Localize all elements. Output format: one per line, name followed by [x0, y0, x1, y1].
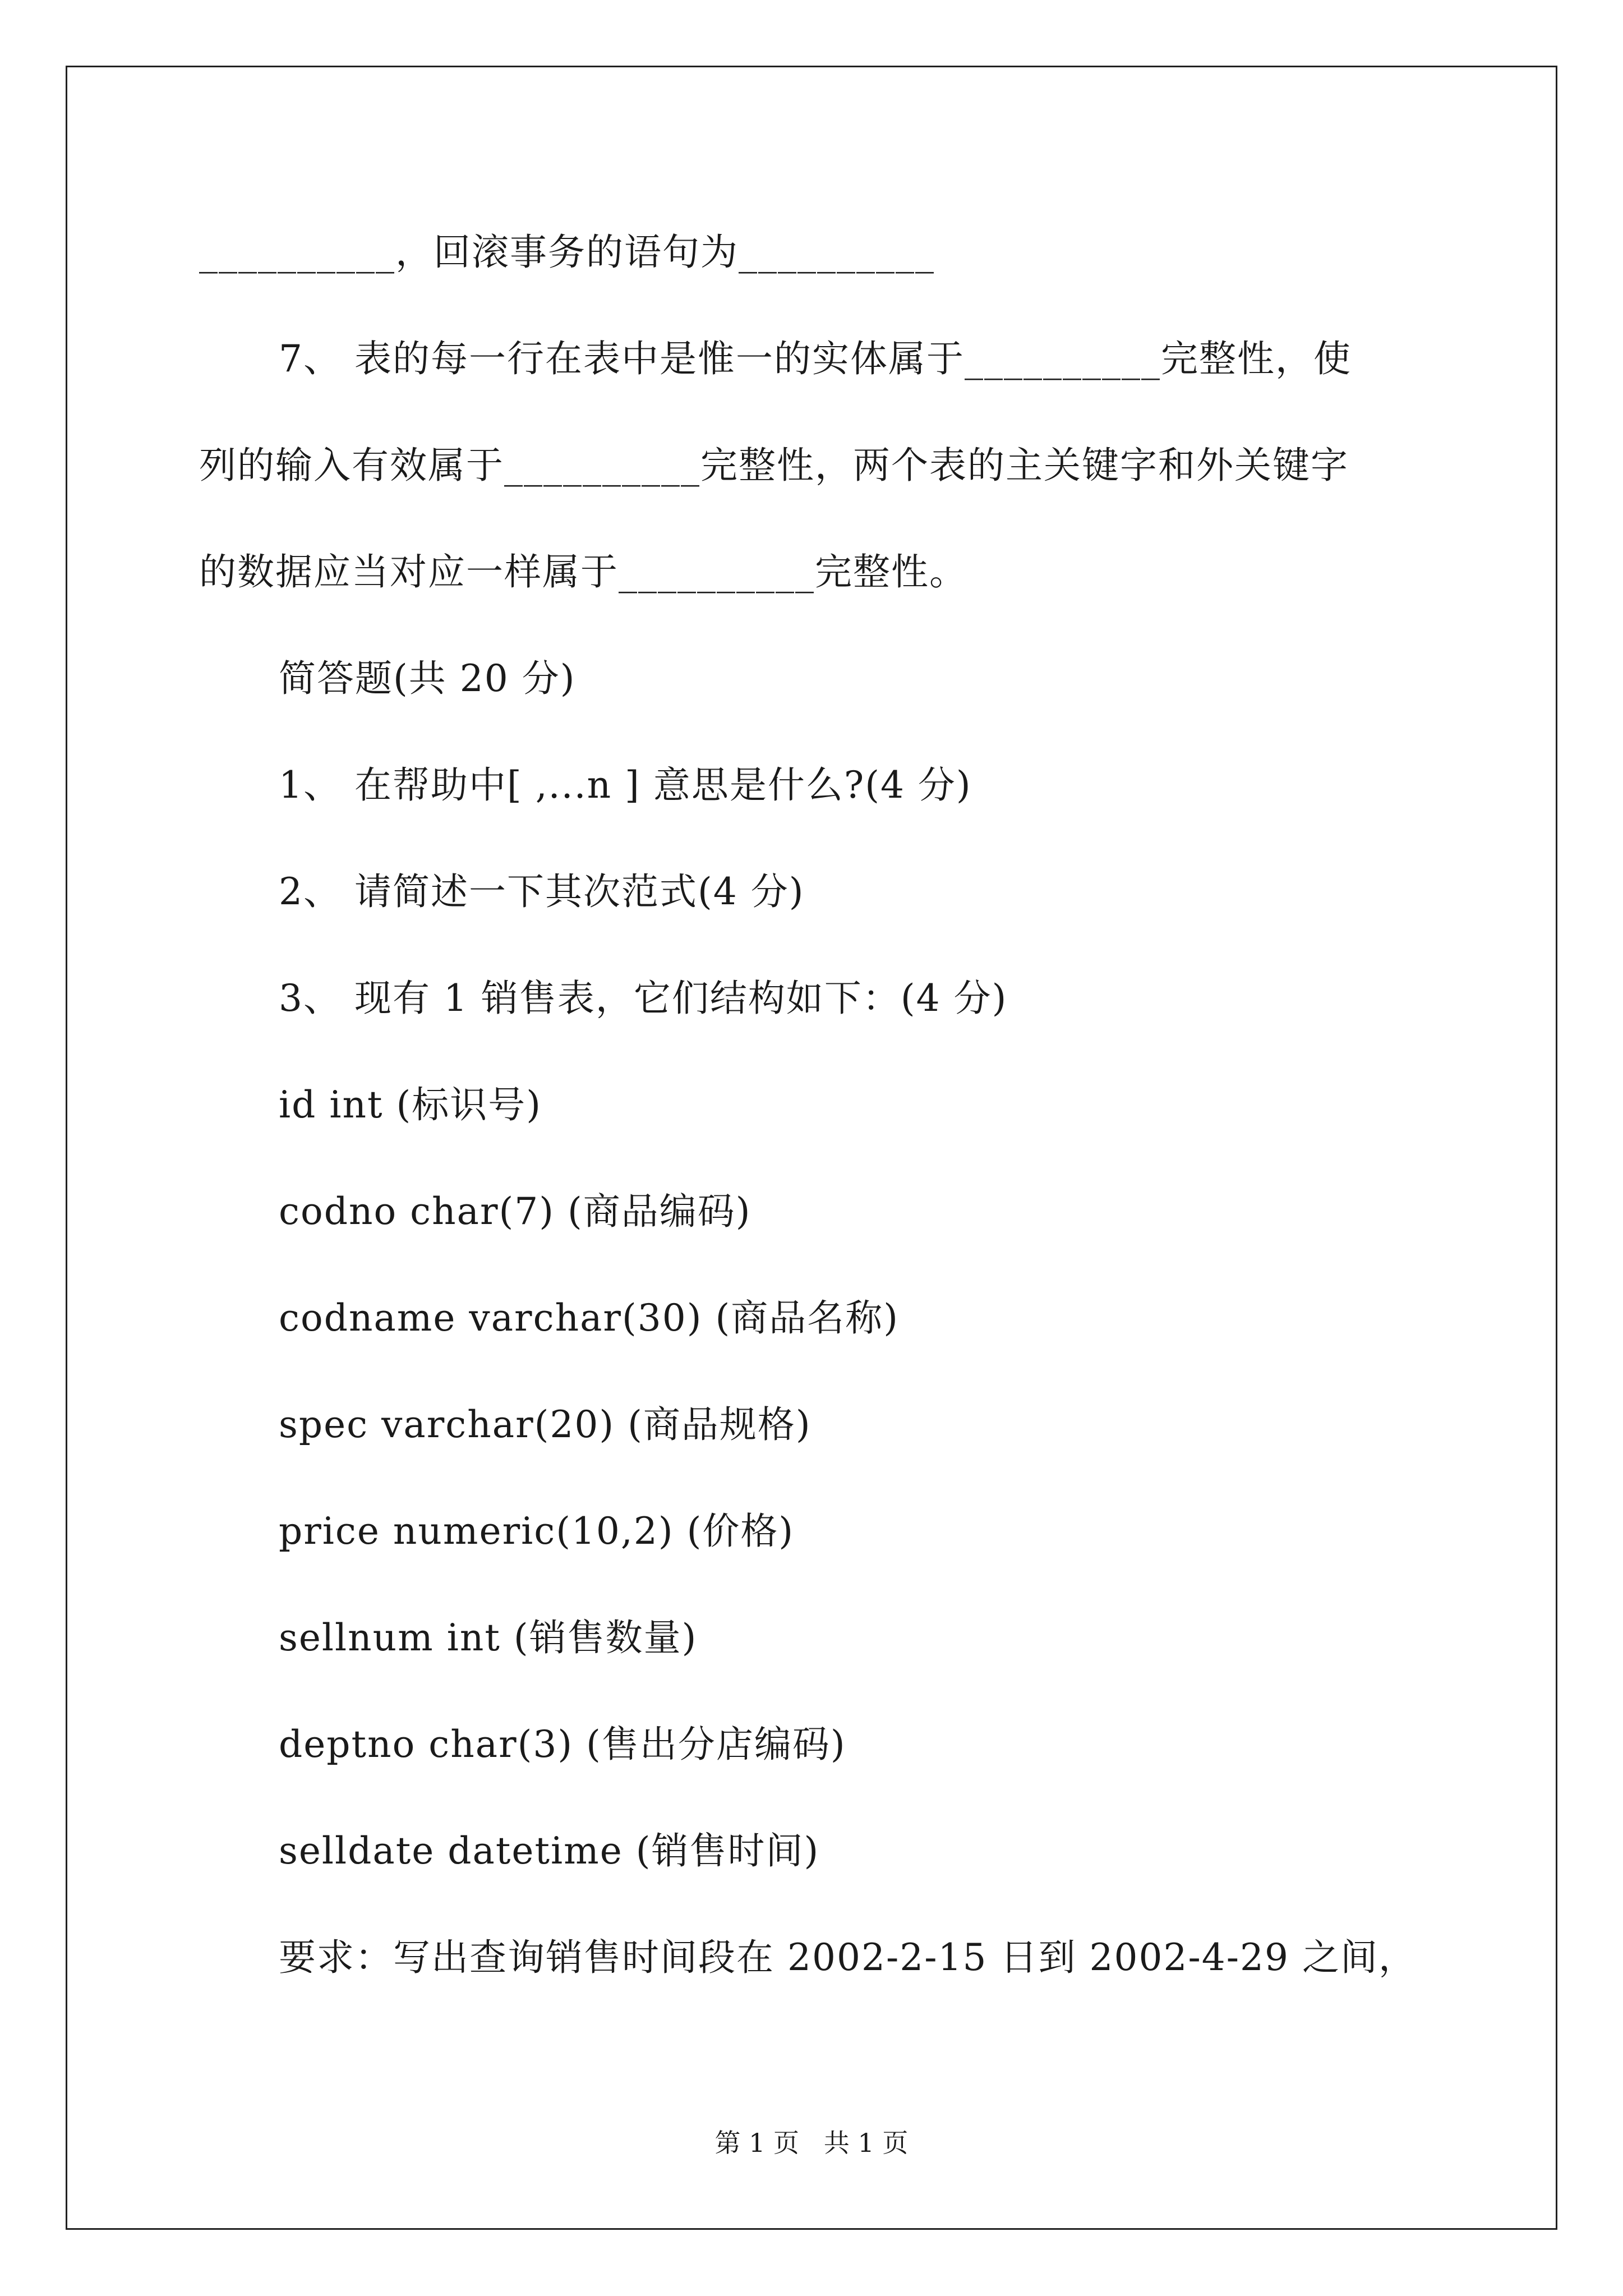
text-line-sa-q2: 2、 请简述一下其次范式(4 分): [279, 870, 805, 913]
text-line-sa-q3: 3、 现有 1 销售表，它们结构如下：(4 分): [279, 977, 1008, 1020]
field-line-codno: codno char(7) (商品编码): [279, 1190, 751, 1233]
text-line-q7: 7、 表的每一行在表中是惟一的实体属于__________完整性，使: [279, 337, 1352, 380]
page-footer: 第 1 页 共 1 页: [714, 2128, 909, 2158]
text-line-q7-cont-2: 的数据应当对应一样属于__________完整性。: [199, 550, 967, 593]
section-heading-short-answer: 简答题(共 20 分): [279, 657, 576, 700]
text-line-q7-cont-1: 列的输入有效属于__________完整性，两个表的主关键字和外关键字: [199, 444, 1349, 487]
text-line-requirement: 要求：写出查询销售时间段在 2002-2-15 日到 2002-4-29 之间，: [279, 1936, 1417, 1979]
field-line-spec: spec varchar(20) (商品规格): [279, 1403, 811, 1446]
text-line-sa-q1: 1、 在帮助中[ ,...n ] 意思是什么?(4 分): [279, 763, 972, 807]
field-line-deptno: deptno char(3) (售出分店编码): [279, 1723, 846, 1766]
page-border: [66, 66, 1557, 2230]
text-line-rollback: __________，回滚事务的语句为__________: [199, 231, 935, 274]
field-line-codname: codname varchar(30) (商品名称): [279, 1296, 899, 1340]
field-line-selldate: selldate datetime (销售时间): [279, 1829, 820, 1872]
field-line-id: id int (标识号): [279, 1083, 542, 1126]
field-line-price: price numeric(10,2) (价格): [279, 1510, 795, 1553]
field-line-sellnum: sellnum int (销售数量): [279, 1616, 698, 1659]
